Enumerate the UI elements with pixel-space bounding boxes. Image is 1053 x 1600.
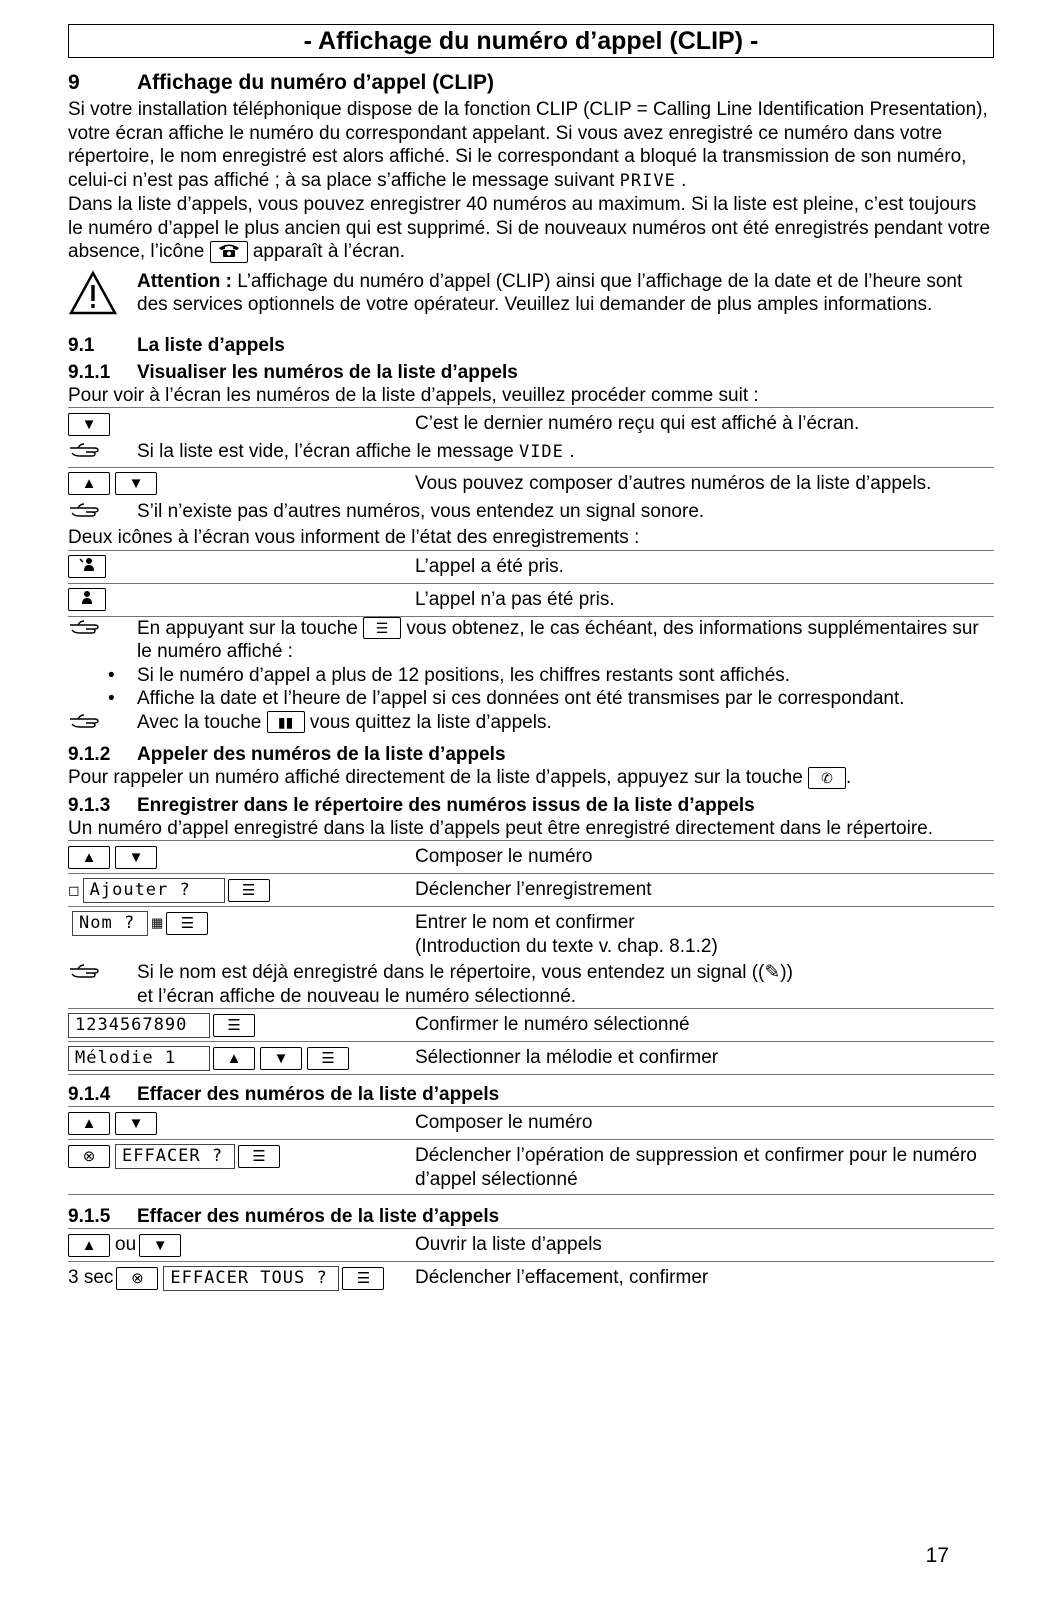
phonebook-key-icon[interactable]: ▮▮	[267, 711, 305, 733]
lcd-effacer: EFFACER ?	[115, 1144, 235, 1169]
pointing-hand-icon	[68, 711, 137, 738]
step-row: L’appel a été pris.	[68, 550, 994, 583]
lcd-ajouter: Ajouter ?	[83, 878, 225, 903]
step-row: ◻ Ajouter ? ☰ Déclencher l’enregistrement	[68, 873, 994, 906]
down-arrow-key-icon[interactable]: ▼	[139, 1234, 181, 1257]
step-row: 3 sec ⊗ EFFACER TOUS ? ☰ Déclencher l’effacement, confirmer	[68, 1261, 994, 1294]
call-missed-icon	[68, 588, 106, 611]
down-arrow-key-icon[interactable]: ▼	[115, 1112, 157, 1135]
delete-key-icon[interactable]: ⊗	[116, 1267, 158, 1290]
note: Avec la touche ▮▮ vous quittez la liste d’appels.	[68, 711, 994, 738]
up-arrow-key-icon[interactable]: ▲	[68, 1234, 110, 1257]
pointing-hand-icon	[68, 500, 137, 527]
up-arrow-key-icon[interactable]: ▲	[68, 472, 110, 495]
step-row: ▲ ▼ Composer le numéro	[68, 840, 994, 873]
section-9-1-heading: 9.1 La liste d’appels	[68, 334, 285, 356]
section-9-heading: 9 Affichage du numéro d’appel (CLIP)	[68, 71, 495, 94]
up-arrow-key-icon[interactable]: ▲	[213, 1047, 255, 1070]
lcd-vide: VIDE	[518, 442, 564, 462]
square-indicator-icon: ◻	[68, 881, 80, 898]
lcd-effacer-tous: EFFACER TOUS ?	[163, 1266, 339, 1291]
menu-key-icon[interactable]: ☰	[363, 617, 401, 639]
step-row: Mélodie 1 ▲ ▼ ☰ Sélectionner la mélodie et confirmer	[68, 1041, 994, 1074]
intro-paragraph-1: Si votre installation téléphonique dispose de la fonction CLIP (CLIP = Calling Line Identification Presentation), votre écran affiche le numéro du correspondant appelant. Si vous avez enregistré ce numéro dans votre répertoire, le nom enregistré est alors affiché. Si le correspondant a bloqué la transmission de son numéro, celui-ci n’est pas affiché ; à sa place s’affiche le message suivant PRIVE .	[68, 99, 988, 191]
note: Si le nom est déjà enregistré dans le répertoire, vous entendez un signal ((✎)) et l’écran affiche de nouveau le numéro sélectionné.	[68, 961, 994, 1008]
attention-label: Attention :	[137, 270, 232, 292]
down-arrow-key-icon[interactable]: ▼	[260, 1047, 302, 1070]
pointing-hand-icon	[68, 961, 137, 1008]
lcd-prive: PRIVE	[619, 170, 676, 191]
bullet-item: • Affiche la date et l’heure de l’appel si ces données ont été transmises par le correspondant.	[108, 688, 905, 709]
call-answered-icon	[68, 555, 106, 578]
delete-key-icon[interactable]: ⊗	[68, 1145, 110, 1168]
step-row: L’appel n’a pas été pris.	[68, 583, 994, 616]
page: - Affichage du numéro d’appel (CLIP) - 9 Affichage du numéro d’appel (CLIP) Si votre installation téléphonique dispose de la fonction CLIP (CLIP = Calling Line Identification Presentation), votre écran affiche le numéro du correspondant appelant. Si vous avez enregistré ce numéro dans votre répertoire, le nom enregistré est alors affiché. Si le correspondant a bloqué la transmission de son numéro, celui-ci n’est pas affiché ; à sa place s’affiche le message suivant PRIVE . Dans la liste d’appels, vous pouvez enregistrer 40 numéros au maximum. Si la liste est pleine, c’est toujours le numéro d’appel le plus ancien qui est supprimé. Si de nouveaux numéros ont été enregistrés pendant votre absence, l’icône apparaît à l’écran. Attention : L’affichage du numéro d’appel (CLIP) ainsi que l’affichage de la date et de l’heure sont des services optionnels de votre opérateur. Veuillez lui demander de plus amples informations. 9.1 La liste d’appels 9.1.1 Visualiser les numéros de la liste d’appels Pour voir à l’écran les numéros de la liste d’appels, veuillez procéder comme suit : ▼ C’est le dernier numéro reçu qui est affiché à l’écran. Si la liste est vide, l’écran affiche le message VIDE . ▲ ▼ Vous pouvez composer d’autres numéros de la liste d’appels. S’il n’existe pas d’autres numéros, vous entendez un signal sonore. Deux icônes à l’écran vous informent de l’état des enregistrements : L’appel a été pris. L’appel n’a pas été pris. En appuyant sur la touche ☰ vous obtenez, le cas échéant, des informations supplémentaires sur le numéro affiché : • Si le numéro d’appel a plus de 12 positions, les chiffres restants sont affichés. • Affiche la date et l’heure de l’appel si ces données ont été transmises par le correspondant. Avec la touche ▮▮ vous quittez la liste d’appels. 9.1.2 Appeler des numéros de la liste d’appels Pour rappeler un numéro affiché directement de la liste d’appels, appuyez sur la touche ✆ . 9.1.3 Enregistrer dans le répertoire des numéros issus de la liste d’appels Un numéro d’appel enregistré dans la liste d’appels peut être enregistré directement dans le répertoire. ▲ ▼ Composer le numéro ◻ Ajouter ? ☰ Déclencher l’enregistrement Nom ? ▦ ☰ Entrer le nom et confirmer (Introduction du texte v. chap. 8.1.2) Si le nom est déjà enregistré dans le répertoire, vous entendez un signal ((✎)) et l’écran affiche de nouveau le numéro sélectionné. 1234567890 ☰ Confirmer le numéro sélectionné Mélodie 1 ▲ ▼ ☰ Sélectionner la mélodie et confirmer 9.1.4 Effacer des numéros de la liste d’appels ▲ ▼ Composer le numéro ⊗ EFFACER ? ☰ Déclencher l’opération de suppression et confirmer pour le numéro d’appel sélectionné 9.1.5 Effacer des numéros de la liste d’appels ▲ ou ▼ Ouvrir la liste d’appels 3 sec ⊗ EFFACER TOUS ? ☰ Déclencher l’effacement, confirmer	[68, 24, 994, 1294]
handset-key-icon[interactable]: ✆	[808, 767, 846, 789]
note: S’il n’existe pas d’autres numéros, vous entendez un signal sonore.	[68, 500, 994, 527]
page-number: 17	[925, 1544, 949, 1567]
menu-key-icon[interactable]: ☰	[213, 1014, 255, 1037]
lcd-number: 1234567890	[68, 1013, 210, 1038]
step-row: Nom ? ▦ ☰ Entrer le nom et confirmer (Introduction du texte v. chap. 8.1.2)	[68, 906, 994, 961]
section-9-1-2-heading: 9.1.2 Appeler des numéros de la liste d’appels	[68, 744, 506, 765]
warning-triangle-icon	[68, 270, 137, 322]
section-9-1-3-heading: 9.1.3 Enregistrer dans le répertoire des numéros issus de la liste d’appels	[68, 794, 755, 816]
step-row: ⊗ EFFACER ? ☰ Déclencher l’opération de suppression et confirmer pour le numéro d’appel sélectionné	[68, 1139, 994, 1195]
intro-paragraph-2: Dans la liste d’appels, vous pouvez enregistrer 40 numéros au maximum. Si la liste est pleine, c’est toujours le numéro d’appel le plus ancien qui est supprimé. Si de nouveaux numéros ont été enregistrés pendant votre absence, l’icône apparaît à l’écran.	[68, 194, 991, 262]
down-arrow-key-icon[interactable]: ▼	[115, 846, 157, 869]
note: En appuyant sur la touche ☰ vous obtenez, le cas échéant, des informations supplémentaires sur le numéro affiché :	[68, 616, 994, 664]
attention-text: L’affichage du numéro d’appel (CLIP) ainsi que l’affichage de la date et de l’heure sont des services optionnels de votre opérateur. Veuillez lui demander de plus amples informations.	[137, 270, 963, 315]
up-arrow-key-icon[interactable]: ▲	[68, 846, 110, 869]
icons-intro: Deux icônes à l’écran vous informent de l’état des enregistrements :	[68, 527, 640, 548]
menu-key-icon[interactable]: ☰	[307, 1047, 349, 1070]
step-row: ▲ ou ▼ Ouvrir la liste d’appels	[68, 1228, 994, 1261]
lcd-nom: Nom ?	[72, 911, 148, 936]
pointing-hand-icon	[68, 440, 137, 467]
step-row: ▼ C’est le dernier numéro reçu qui est affiché à l’écran.	[68, 407, 994, 440]
note: Si la liste est vide, l’écran affiche le message VIDE .	[68, 440, 994, 467]
pointing-hand-icon	[68, 617, 137, 664]
section-9-1-5-heading: 9.1.5 Effacer des numéros de la liste d’appels	[68, 1206, 500, 1227]
step-row: 1234567890 ☰ Confirmer le numéro sélectionné	[68, 1008, 994, 1041]
down-arrow-key-icon[interactable]: ▼	[115, 472, 157, 495]
phone-icon	[210, 241, 248, 263]
section-9-1-1-intro: Pour voir à l’écran les numéros de la liste d’appels, veuillez procéder comme suit :	[68, 384, 759, 406]
lcd-melodie: Mélodie 1	[68, 1046, 210, 1071]
keypad-icon: ▦	[151, 915, 164, 930]
step-row: ▲ ▼ Composer le numéro	[68, 1106, 994, 1139]
signal-tone-icon: ((✎))	[751, 962, 793, 983]
section-9-1-1-heading: 9.1.1 Visualiser les numéros de la liste d’appels	[68, 361, 518, 383]
menu-key-icon[interactable]: ☰	[228, 879, 270, 902]
menu-key-icon[interactable]: ☰	[342, 1267, 384, 1290]
section-9-1-4-heading: 9.1.4 Effacer des numéros de la liste d’appels	[68, 1074, 994, 1106]
page-banner: - Affichage du numéro d’appel (CLIP) -	[68, 24, 994, 58]
down-arrow-key-icon[interactable]: ▼	[68, 413, 110, 436]
step-row: ▲ ▼ Vous pouvez composer d’autres numéros de la liste d’appels.	[68, 467, 994, 500]
menu-key-icon[interactable]: ☰	[238, 1145, 280, 1168]
attention-box	[68, 270, 994, 322]
up-arrow-key-icon[interactable]: ▲	[68, 1112, 110, 1135]
menu-key-icon[interactable]: ☰	[166, 912, 208, 935]
bullet-item: • Si le numéro d’appel a plus de 12 positions, les chiffres restants sont affichés.	[108, 664, 791, 686]
